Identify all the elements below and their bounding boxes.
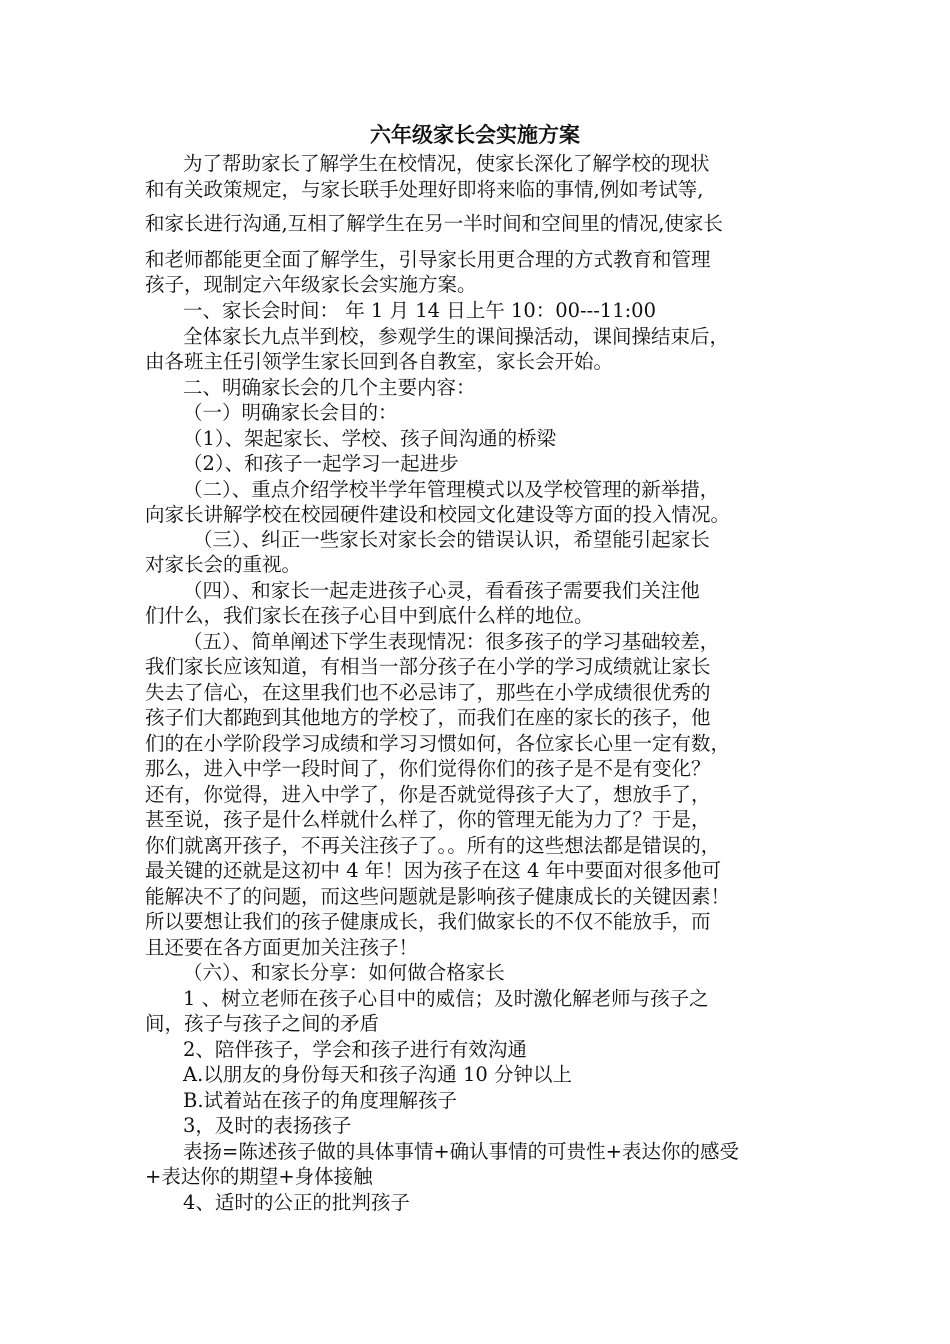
paragraph-line: 还有，你觉得，进入中学了，你是否就觉得孩子大了，想放手了，	[145, 783, 711, 806]
paragraph-line: （二）、重点介绍学校半学年管理模式以及学校管理的新举措，	[183, 478, 720, 501]
paragraph-line: （五）、简单阐述下学生表现情况：很多孩子的学习基础较差，	[183, 630, 720, 653]
paragraph-line: 最关键的还就是这初中 4 年！因为孩子在这 4 年中要面对很多他可	[145, 859, 722, 882]
paragraph-line: 和有关政策规定，与家长联手处理好即将来临的事情,例如考试等,	[145, 178, 704, 201]
paragraph-line: 能解决不了的问题，而这些问题就是影响孩子健康成长的关键因素！	[145, 885, 731, 908]
paragraph-line: 和家长进行沟通,互相了解学生在另一半时间和空间里的情况,使家长	[145, 212, 723, 235]
paragraph-line: +表达你的期望+身体接触	[145, 1165, 373, 1188]
paragraph-line: 失去了信心，在这里我们也不必忌讳了，那些在小学成绩很优秀的	[145, 681, 711, 704]
paragraph-line: 孩子，现制定六年级家长会实施方案。	[145, 273, 477, 296]
paragraph-line: 间，孩子与孩子之间的矛盾	[145, 1012, 380, 1035]
list-item: B.试着站在孩子的角度理解孩子	[183, 1089, 458, 1112]
subsection-heading: （一）明确家长会目的：	[183, 401, 398, 424]
paragraph-line: 为了帮助家长了解学生在校情况，使家长深化了解学校的现状	[183, 152, 710, 175]
paragraph-line: 我们家长应该知道，有相当一部分孩子在小学的学习成绩就让家长	[145, 655, 711, 678]
subsection-heading: （六）、和家长分享：如何做合格家长	[183, 961, 505, 984]
list-item: （1）、架起家长、学校、孩子间沟通的桥梁	[183, 427, 557, 450]
paragraph-line: 甚至说，孩子是什么样就什么样了，你的管理无能为力了？于是，	[145, 808, 711, 831]
paragraph-line: 你们就离开孩子，不再关注孩子了。。所有的这些想法都是错误的，	[145, 834, 721, 857]
paragraph-line: 和老师都能更全面了解学生，引导家长用更合理的方式教育和管理	[145, 248, 711, 271]
paragraph-line: 表扬=陈述孩子做的具体事情+确认事情的可贵性+表达你的感受	[183, 1140, 740, 1163]
paragraph-line: 对家长会的重视。	[145, 553, 302, 576]
list-item: A.以朋友的身份每天和孩子沟通 10 分钟以上	[183, 1063, 572, 1086]
paragraph-line: 向家长讲解学校在校园硬件建设和校园文化建设等方面的投入情况。	[145, 503, 731, 526]
section-heading: 一、家长会时间： 年 1 月 14 日上午 10：00---11:00	[183, 299, 656, 322]
paragraph-line: 那么，进入中学一段时间了，你们觉得你们的孩子是不是有变化？	[145, 757, 711, 780]
paragraph-line: 孩子们大都跑到其他地方的学校了，而我们在座的家长的孩子，他	[145, 706, 711, 729]
list-item: 2、陪伴孩子，学会和孩子进行有效沟通	[183, 1038, 527, 1061]
paragraph-line: 由各班主任引领学生家长回到各自教室，家长会开始。	[145, 350, 614, 373]
paragraph-line: 们的在小学阶段学习成绩和学习习惯如何，各位家长心里一定有数，	[145, 732, 731, 755]
paragraph-line: 们什么，我们家长在孩子心目中到底什么样的地位。	[145, 604, 594, 627]
paragraph-line: 且还要在各方面更加关注孩子！	[145, 936, 419, 959]
list-item: 3，及时的表扬孩子	[183, 1114, 352, 1137]
paragraph-line: （四）、和家长一起走进孩子心灵，看看孩子需要我们关注他	[183, 579, 700, 602]
paragraph-line: 全体家长九点半到校，参观学生的课间操活动，课间操结束后，	[183, 325, 730, 348]
document-title: 六年级家长会实施方案	[370, 122, 580, 147]
section-heading: 二、明确家长会的几个主要内容：	[183, 376, 476, 399]
list-item: （2）、和孩子一起学习一起进步	[183, 452, 459, 475]
list-item: 1 、树立老师在孩子心目中的威信；及时激化解老师与孩子之	[183, 987, 709, 1010]
paragraph-line: 所以要想让我们的孩子健康成长，我们做家长的不仅不能放手，而	[145, 910, 711, 933]
paragraph-line: （三）、纠正一些家长对家长会的错误认识，希望能引起家长	[193, 528, 710, 551]
list-item: 4、适时的公正的批判孩子	[183, 1191, 410, 1214]
